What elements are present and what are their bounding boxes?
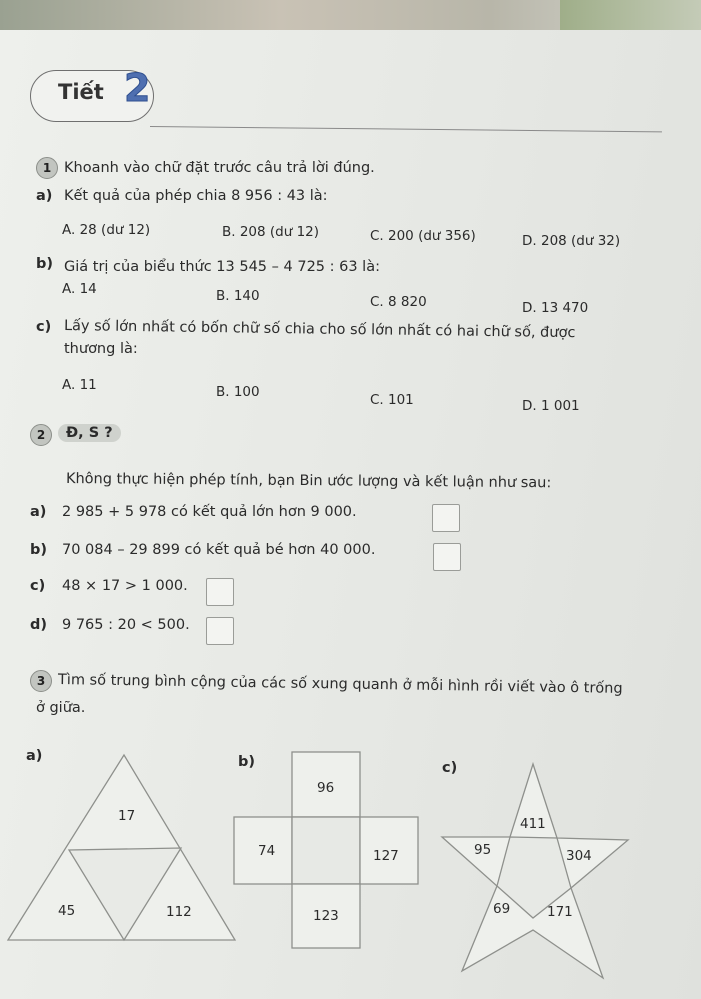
- exercise-2-intro: Không thực hiện phép tính, bạn Bin ước lượng và kết luận như sau:: [65, 471, 552, 492]
- option-1a-C[interactable]: C. 200 (dư 356): [370, 228, 476, 244]
- exercise-1c-question-line2: thương là:: [64, 341, 138, 357]
- exercise-3a-label: a): [26, 748, 43, 764]
- exercise-2-title: Đ, S ?: [58, 424, 121, 442]
- exercise-2c-label: c): [30, 578, 46, 594]
- exercise-1a-question: Kết quả của phép chia 8 956 : 43 là:: [64, 188, 328, 204]
- option-1a-D[interactable]: D. 208 (dư 32): [522, 233, 621, 249]
- star-value-left: 95: [474, 842, 492, 858]
- exercise-2b-label: b): [30, 542, 48, 558]
- option-1c-C[interactable]: C. 101: [370, 392, 414, 408]
- cross-value-top: 96: [317, 780, 335, 796]
- star-figure: [442, 764, 628, 978]
- option-1b-B[interactable]: B. 140: [216, 288, 260, 304]
- exercise-2b-text: 70 084 – 29 899 có kết quả bé hơn 40 000.: [62, 542, 376, 558]
- star-value-right: 304: [566, 848, 592, 864]
- star-value-bottom-left: 69: [493, 901, 511, 917]
- triangle-value-right: 112: [166, 904, 192, 920]
- option-1b-C[interactable]: C. 8 820: [370, 294, 427, 310]
- exercise-1b-question: Giá trị của biểu thức 13 545 – 4 725 : 63 là:: [64, 259, 380, 275]
- exercise-2a-label: a): [30, 504, 47, 520]
- exercise-1c-label: c): [36, 319, 52, 335]
- triangle-value-left: 45: [58, 903, 76, 919]
- top-banner: [0, 0, 701, 30]
- option-1c-D[interactable]: D. 1 001: [522, 398, 580, 414]
- exercise-2-badge: 2: [30, 424, 52, 446]
- exercise-3c-label: c): [442, 760, 458, 776]
- exercise-2a-text: 2 985 + 5 978 có kết quả lớn hơn 9 000.: [62, 504, 357, 520]
- exercise-2d-label: d): [30, 617, 48, 633]
- exercise-3-instruction-line2: ở giữa.: [36, 700, 86, 716]
- option-1c-B[interactable]: B. 100: [216, 384, 260, 400]
- exercise-1-badge: 1: [36, 157, 58, 179]
- exercise-3b-label: b): [238, 754, 256, 770]
- cross-value-right: 127: [373, 848, 399, 864]
- exercise-2c-text: 48 × 17 > 1 000.: [62, 578, 188, 594]
- option-1a-B[interactable]: B. 208 (dư 12): [222, 224, 320, 240]
- header-rule: [150, 126, 662, 132]
- option-1b-D[interactable]: D. 13 470: [522, 300, 589, 316]
- lesson-number: 2: [124, 66, 151, 110]
- cross-value-bottom: 123: [313, 908, 339, 924]
- banner-accent: [560, 0, 701, 30]
- exercise-1b-label: b): [36, 256, 54, 272]
- cross-value-left: 74: [258, 843, 276, 859]
- lesson-title: Tiết: [58, 80, 104, 104]
- exercise-3-instruction-line1: Tìm số trung bình cộng của các số xung quanh ở mỗi hình rồi viết vào ô trống: [57, 672, 623, 697]
- exercise-2d-text: 9 765 : 20 < 500.: [62, 617, 190, 633]
- answer-box-2a[interactable]: [432, 504, 460, 532]
- star-value-top: 411: [520, 816, 546, 832]
- answer-box-2b[interactable]: [433, 543, 461, 571]
- exercise-3-badge: 3: [30, 670, 52, 692]
- option-1b-A[interactable]: A. 14: [62, 281, 97, 297]
- star-value-bottom-right: 171: [547, 904, 573, 920]
- triangle-value-top: 17: [118, 808, 136, 824]
- exercise-1-instruction: Khoanh vào chữ đặt trước câu trả lời đúng.: [64, 160, 375, 176]
- cross-center-cell[interactable]: [292, 817, 360, 884]
- answer-box-2d[interactable]: [206, 617, 234, 645]
- option-1c-A[interactable]: A. 11: [62, 377, 97, 393]
- exercise-1c-question-line1: Lấy số lớn nhất có bốn chữ số chia cho số lớn nhất có hai chữ số, được: [63, 318, 576, 342]
- figures: [0, 740, 701, 999]
- exercise-1a-label: a): [36, 188, 53, 204]
- option-1a-A[interactable]: A. 28 (dư 12): [62, 222, 151, 238]
- answer-box-2c[interactable]: [206, 578, 234, 606]
- triangle-figure: [8, 755, 235, 940]
